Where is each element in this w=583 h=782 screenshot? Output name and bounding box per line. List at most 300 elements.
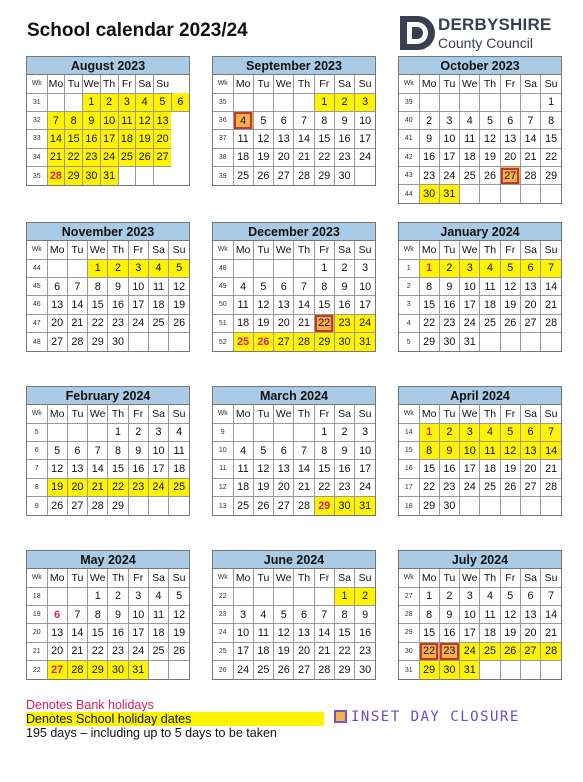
day-cell: 31 [355,497,375,515]
week-row [399,259,561,277]
weekday-header: Fr [314,569,334,587]
day-cell: 7 [294,441,314,459]
weekday-header: Tu [439,569,459,587]
empty-cell [118,167,136,185]
month-table [27,405,189,515]
week-row [399,624,561,642]
week-number: 3 [399,296,419,314]
day-cell: 13 [520,441,540,459]
day-cell: 17 [439,148,459,166]
day-cell: 18 [480,296,500,314]
weekday-header-row [399,75,561,93]
week-column-header: Wk [399,405,419,423]
month-table [213,405,375,515]
day-cell: 13 [274,130,294,148]
day-cell: 25 [118,148,136,166]
day-cell: 5 [253,277,273,295]
day-cell: 14 [541,605,561,623]
day-cell: 7 [67,605,87,623]
day-cell: 15 [65,130,83,148]
day-cell: 18 [480,624,500,642]
week-number: 2 [399,277,419,295]
day-cell: 4 [480,259,500,277]
day-cell: 31 [100,167,118,185]
month-table [27,75,189,185]
week-row [399,111,561,129]
weekday-header: Tu [67,405,87,423]
empty-cell [541,333,561,351]
day-cell: 29 [108,497,128,515]
week-row [27,93,189,111]
day-cell: 29 [88,661,108,679]
day-cell: 14 [67,624,87,642]
weekday-header: Sa [334,241,354,259]
day-cell: 23 [334,314,354,332]
weekday-header: Sa [520,75,540,93]
day-cell: 12 [169,605,189,623]
day-cell: 15 [314,460,334,478]
week-number: 13 [213,497,233,515]
day-cell: 9 [108,605,128,623]
week-number: 12 [213,478,233,496]
day-cell: 9 [83,111,101,129]
day-cell: 21 [88,478,108,496]
weekday-header: Tu [253,241,273,259]
day-cell: 25 [233,333,253,351]
weekday-header: We [460,569,480,587]
empty-cell [47,423,67,441]
day-cell: 30 [334,167,354,185]
weekday-header: Mo [47,241,67,259]
month-title: October 2023 [399,57,561,75]
empty-cell [480,661,500,679]
day-cell: 10 [128,605,148,623]
week-number: 39 [399,93,419,111]
day-cell: 4 [136,93,154,111]
day-cell: 30 [439,497,459,515]
empty-cell [520,497,540,515]
day-cell: 14 [294,130,314,148]
week-row [27,478,189,496]
month-table [399,405,561,515]
day-cell: 27 [274,167,294,185]
empty-cell [67,587,87,605]
day-cell: 9 [419,130,439,148]
day-cell: 10 [355,277,375,295]
week-column-header: Wk [399,569,419,587]
day-cell: 4 [233,277,253,295]
day-cell: 16 [108,296,128,314]
day-cell: 31 [460,661,480,679]
empty-cell [520,333,540,351]
day-cell: 9 [439,605,459,623]
day-cell: 20 [47,642,67,660]
week-number: 49 [213,277,233,295]
day-cell: 19 [253,148,273,166]
week-number: 25 [213,642,233,660]
day-cell: 20 [520,460,540,478]
empty-cell [541,661,561,679]
day-cell: 20 [520,624,540,642]
weekday-header: Mo [419,75,439,93]
weekday-header: Mo [47,405,67,423]
week-number: 41 [399,130,419,148]
day-cell: 18 [118,130,136,148]
day-cell: 23 [108,314,128,332]
weekday-header: We [88,405,108,423]
day-cell: 26 [169,314,189,332]
week-row [399,661,561,679]
day-cell: 23 [439,314,459,332]
day-cell: 23 [439,642,459,660]
day-cell: 8 [314,441,334,459]
day-cell: 14 [67,296,87,314]
empty-cell [480,185,500,203]
weekday-header: Sa [148,241,168,259]
weekday-header: We [88,569,108,587]
day-cell: 2 [439,587,459,605]
day-cell: 6 [67,441,87,459]
day-cell: 26 [500,478,520,496]
day-cell: 4 [460,111,480,129]
day-cell: 19 [253,478,273,496]
week-number: 21 [27,642,47,660]
day-cell: 29 [541,167,561,185]
week-row [213,478,375,496]
day-cell: 25 [169,478,189,496]
week-number: 23 [213,605,233,623]
empty-cell [169,661,189,679]
weekday-header: Mo [419,569,439,587]
day-cell: 3 [355,423,375,441]
day-cell: 6 [274,441,294,459]
day-cell: 22 [541,148,561,166]
day-cell: 5 [169,259,189,277]
weekday-header: Su [541,241,561,259]
day-cell: 26 [500,642,520,660]
empty-cell [541,185,561,203]
day-cell: 6 [47,605,67,623]
week-row [27,460,189,478]
week-number: 27 [399,587,419,605]
logo-name: DERBYSHIRE [438,15,552,34]
day-cell: 11 [460,130,480,148]
day-cell: 20 [274,314,294,332]
empty-cell [500,93,520,111]
day-cell: 12 [274,624,294,642]
day-cell: 7 [88,441,108,459]
legend-inset-day [334,708,520,726]
day-cell: 23 [83,148,101,166]
day-cell: 6 [274,277,294,295]
week-number: 33 [27,130,47,148]
day-cell: 3 [233,605,253,623]
day-cell: 1 [541,93,561,111]
week-row [27,259,189,277]
day-cell: 1 [314,259,334,277]
month-block [398,386,562,516]
day-cell: 13 [500,130,520,148]
empty-cell [520,93,540,111]
empty-cell [233,93,253,111]
weekday-header: We [274,405,294,423]
inset-swatch-icon [334,710,347,723]
empty-cell [500,333,520,351]
day-cell: 16 [355,624,375,642]
day-cell: 31 [439,185,459,203]
day-cell: 22 [314,314,334,332]
empty-cell [65,93,83,111]
day-cell: 12 [500,277,520,295]
week-row [213,423,375,441]
day-cell: 6 [171,93,189,111]
empty-cell [460,497,480,515]
week-number: 35 [27,167,47,185]
day-cell: 2 [100,93,118,111]
day-cell: 13 [520,277,540,295]
week-number: 47 [27,314,47,332]
week-row [27,111,189,129]
day-cell: 12 [136,111,154,129]
day-cell: 5 [154,93,172,111]
day-cell: 8 [88,605,108,623]
day-cell: 19 [136,130,154,148]
day-cell: 5 [500,587,520,605]
day-cell: 11 [118,111,136,129]
day-cell: 26 [253,497,273,515]
day-cell: 23 [419,167,439,185]
weekday-header: Mo [47,569,67,587]
legend [26,698,324,740]
weekday-header: Sa [334,569,354,587]
day-cell: 29 [314,497,334,515]
day-cell: 26 [136,148,154,166]
empty-cell [233,259,253,277]
week-row [213,111,375,129]
day-cell: 30 [359,664,372,676]
week-row [399,605,561,623]
week-row [213,167,375,185]
empty-cell [169,333,189,351]
week-number: 7 [27,460,47,478]
day-cell: 14 [314,624,334,642]
day-cell: 16 [439,460,459,478]
weekday-header: We [274,569,294,587]
day-cell: 3 [460,587,480,605]
day-cell: 23 [334,478,354,496]
day-cell: 9 [439,277,459,295]
empty-cell [274,587,294,605]
weekday-header: We [460,241,480,259]
month-block [212,222,376,352]
day-cell: 12 [253,460,273,478]
empty-cell [274,93,294,111]
week-row [213,314,375,332]
day-cell: 2 [334,259,354,277]
day-cell: 28 [541,314,561,332]
week-row [27,314,189,332]
day-cell: 27 [154,148,172,166]
empty-cell [480,497,500,515]
day-cell: 26 [500,314,520,332]
week-number: 48 [213,259,233,277]
day-cell: 1 [314,93,334,111]
day-cell: 18 [169,460,189,478]
empty-cell [500,497,520,515]
empty-cell [253,423,273,441]
day-cell: 3 [460,423,480,441]
week-column-header: Wk [213,405,233,423]
week-column-header: Wk [27,75,47,93]
week-row [27,441,189,459]
day-cell: 19 [500,460,520,478]
page-title: School calendar 2023/24 [27,20,248,41]
day-cell: 22 [88,642,108,660]
weekday-header: Su [355,75,375,93]
weekday-header: Fr [500,405,520,423]
week-number: 44 [399,185,419,203]
weekday-header: Tu [439,405,459,423]
weekday-header: Tu [253,75,273,93]
day-cell: 5 [480,111,500,129]
day-cell: 30 [334,333,354,351]
day-cell: 6 [500,111,520,129]
day-cell: 24 [128,314,148,332]
day-cell: 12 [480,130,500,148]
empty-cell [500,661,520,679]
empty-cell [128,333,148,351]
day-cell: 23 [439,478,459,496]
day-cell: 24 [355,478,375,496]
day-cell: 16 [419,148,439,166]
week-row [27,605,189,623]
day-cell: 30 [108,661,128,679]
day-cell: 12 [47,460,67,478]
weekday-header: Sa [148,405,168,423]
weekday-header: Mo [233,75,253,93]
day-cell: 4 [233,441,253,459]
weekday-header: Sa [520,241,540,259]
day-cell: 16 [439,624,459,642]
week-number: 46 [27,296,47,314]
week-number: 6 [27,441,47,459]
week-row [213,259,375,277]
week-row [27,423,189,441]
day-cell: 1 [88,587,108,605]
week-number: 20 [27,624,47,642]
day-cell: 16 [439,296,459,314]
day-cell: 20 [294,642,314,660]
day-cell: 15 [419,296,439,314]
day-cell: 11 [480,605,500,623]
day-cell: 29 [314,167,334,185]
day-cell: 9 [108,277,128,295]
week-row [213,587,375,605]
day-cell: 29 [419,333,439,351]
day-cell: 25 [480,642,500,660]
day-cell: 23 [334,148,354,166]
day-cell: 13 [47,624,67,642]
day-cell: 10 [100,111,118,129]
day-cell: 7 [541,259,561,277]
week-number: 30 [399,642,419,660]
day-cell: 15 [419,624,439,642]
day-cell: 11 [480,277,500,295]
weekday-header-row [27,405,189,423]
week-row [213,460,375,478]
empty-cell [47,93,65,111]
weekday-header: Th [108,241,128,259]
day-cell: 7 [314,605,334,623]
weekday-header-row [27,241,189,259]
day-cell: 21 [541,296,561,314]
day-cell: 24 [355,314,375,332]
day-cell: 28 [314,661,334,679]
week-column-header: Wk [213,75,233,93]
weekday-header-row [213,405,375,423]
day-cell: 25 [148,642,168,660]
day-cell: 6 [520,259,540,277]
day-cell: 30 [439,333,459,351]
day-cell: 28 [294,497,314,515]
day-cell: 4 [148,259,168,277]
weekday-header: Fr [128,405,148,423]
day-cell: 1 [314,423,334,441]
day-cell: 5 [274,605,294,623]
day-cell: 15 [108,460,128,478]
day-cell: 22 [419,642,439,660]
weekday-header: Su [541,405,561,423]
week-number: 4 [399,314,419,332]
day-cell: 16 [334,130,354,148]
day-cell: 1 [419,423,439,441]
day-cell: 10 [355,441,375,459]
day-cell: 28 [541,642,561,660]
day-cell: 11 [253,624,273,642]
month-title: July 2024 [399,551,561,569]
empty-cell [460,93,480,111]
month-block [398,56,562,204]
day-cell: 18 [148,624,168,642]
month-block [26,56,190,186]
week-row [27,277,189,295]
week-row [399,167,561,185]
day-cell: 5 [253,111,273,129]
weekday-header: Su [169,405,189,423]
weekday-header: Th [108,569,128,587]
empty-cell [253,259,273,277]
day-cell: 8 [314,277,334,295]
day-cell: 24 [460,478,480,496]
week-row [399,185,561,203]
weekday-header: Th [480,241,500,259]
day-cell: 20 [47,314,67,332]
day-cell: 7 [294,277,314,295]
weekday-header: We [83,75,101,93]
day-cell: 8 [419,277,439,295]
weekday-header: Th [294,75,314,93]
day-cell: 25 [253,661,273,679]
day-cell: 5 [47,441,67,459]
weekday-header: Su [169,241,189,259]
day-cell: 3 [128,587,148,605]
day-cell: 19 [47,478,67,496]
day-cell: 3 [128,259,148,277]
day-cell: 29 [419,497,439,515]
day-cell: 3 [118,93,136,111]
weekday-header: Th [480,405,500,423]
week-row [213,296,375,314]
